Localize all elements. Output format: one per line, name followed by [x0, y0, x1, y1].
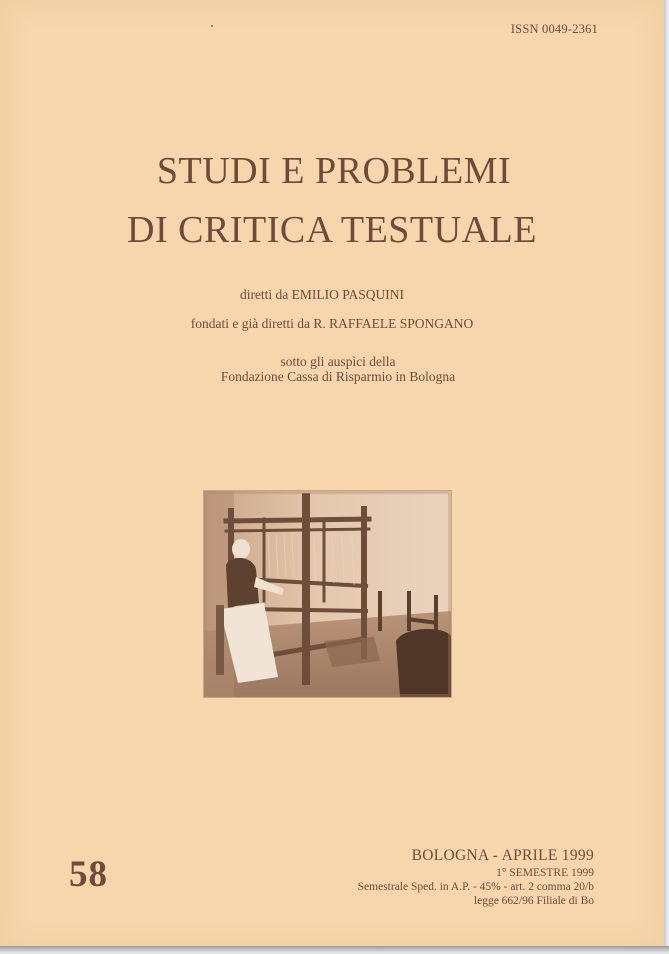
postal-line-1: Semestrale Sped. in A.P. - 45% - art. 2 comma 20/b — [357, 881, 594, 893]
page-edge-bottom — [0, 946, 669, 954]
loom-photo-illustration — [204, 491, 451, 697]
page-edge-right — [664, 0, 669, 950]
paper-speck — [211, 25, 213, 27]
issn-number: ISSN 0049-2361 — [510, 22, 598, 36]
auspices-line: sotto gli auspìci della — [280, 354, 396, 369]
founder-credit: fondati e già diretti da R. RAFFAELE SPONGANO — [190, 316, 474, 331]
journal-title-line-1: STUDI E PROBLEMI — [156, 150, 512, 192]
director-credit: diretti da EMILIO PASQUINI — [239, 287, 405, 302]
loom-photograph — [203, 490, 452, 698]
issue-number: 58 — [69, 854, 108, 895]
place-and-date: BOLOGNA - APRILE 1999 — [411, 847, 594, 864]
foundation-line: Fondazione Cassa di Risparmio in Bologna — [220, 369, 456, 384]
postal-line-2: legge 662/96 Filiale di Bo — [473, 895, 594, 907]
imprint-block — [358, 846, 594, 908]
semester-line: 1° SEMESTRE 1999 — [496, 867, 594, 879]
journal-title-line-2: DI CRITICA TESTUALE — [127, 209, 537, 251]
